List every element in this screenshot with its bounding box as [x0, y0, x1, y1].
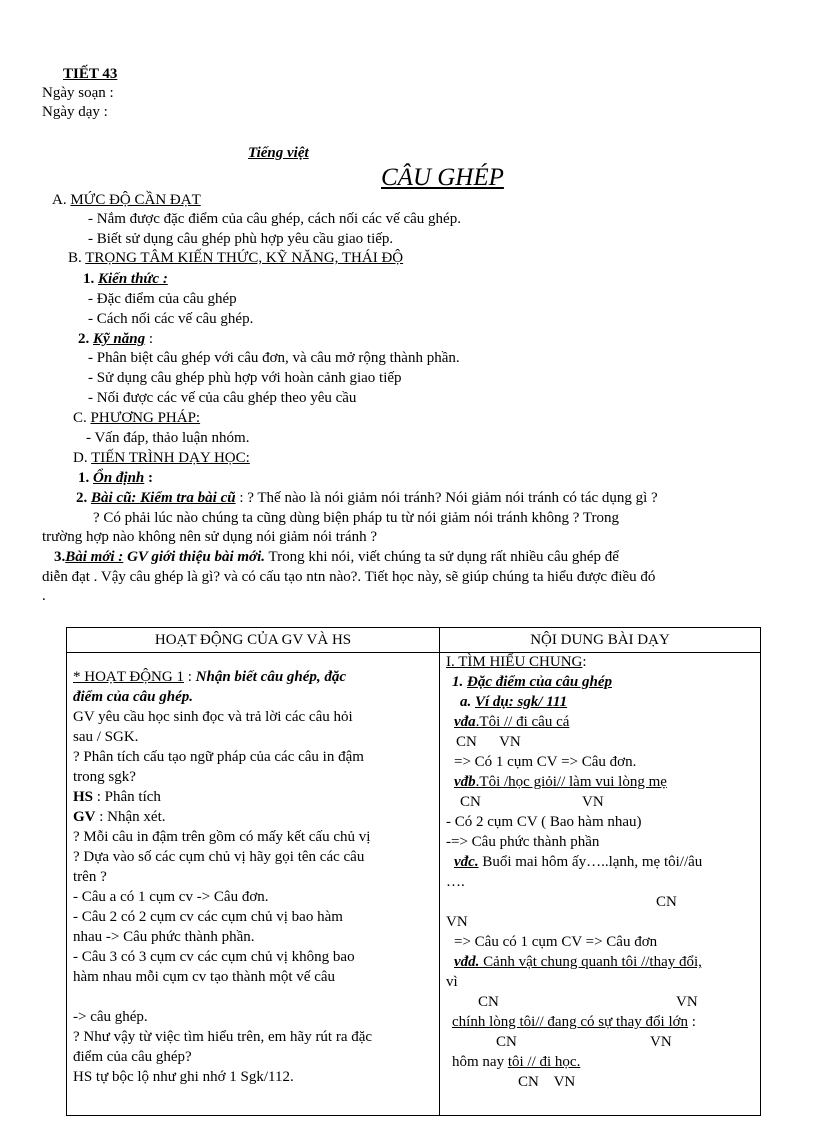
- section-a-heading: [52, 192, 201, 209]
- activity-line: trong sgk?: [73, 769, 136, 785]
- activity-line: -> câu ghép.: [73, 1009, 148, 1025]
- activity-line: [73, 807, 165, 827]
- activity-line: nhau -> Câu phức thành phần.: [73, 929, 255, 945]
- knowledge-label: Kiến thức :: [98, 271, 168, 287]
- lesson-table: [66, 627, 761, 1116]
- example-c-text: Buổi mai hôm ấy…..lạnh, mẹ tôi//âu: [478, 854, 703, 870]
- example-a-label: vđa: [454, 714, 476, 730]
- example-number: a.: [460, 694, 472, 710]
- section-b-label: B.: [68, 250, 82, 266]
- step-1-number: 1.: [78, 470, 90, 486]
- activity-line: - Câu 2 có 2 cụm cv các cụm chủ vị bao hàm: [73, 909, 343, 925]
- step-1-colon: :: [148, 470, 154, 486]
- section-c-heading: [73, 410, 200, 427]
- subject-label: Tiếng việt: [248, 145, 309, 161]
- hs-text: : Phân tích: [93, 789, 161, 805]
- activity-line: ? Dựa vào số các cụm chủ vị hãy gọi tên các câu: [73, 849, 365, 865]
- activity-line: điểm của câu ghép?: [73, 1049, 192, 1065]
- gv-text: : Nhận xét.: [95, 809, 166, 825]
- activity-line: hàm nhau mỗi cụm cv tạo thành một vế câu: [73, 969, 336, 985]
- example-d-end-text: tôi // đi học.: [507, 1054, 581, 1070]
- activity-title-cont: điểm của câu ghép.: [73, 689, 193, 705]
- step-3-line: .: [42, 588, 46, 604]
- content-cell: [440, 653, 761, 1116]
- section-d-title: TIẾN TRÌNH DẠY HỌC:: [91, 450, 250, 466]
- example-a-cnvn: CN VN: [456, 734, 521, 750]
- step-3-number: 3.: [54, 549, 66, 565]
- content-heading-colon: :: [582, 654, 587, 670]
- content-heading-text: I. TÌM HIỂU CHUNG: [446, 654, 583, 670]
- knowledge-number: 1.: [83, 271, 95, 287]
- example-d-label: vđd.: [454, 954, 480, 970]
- step-2-line: ? Có phải lúc nào chúng ta cũng dùng biện pháp tu từ nói giảm nói tránh không ? Trong: [93, 510, 619, 526]
- section-d-heading: [73, 450, 250, 467]
- activity-line: ? Như vậy từ việc tìm hiểu trên, em hãy rút ra đặc: [73, 1029, 373, 1045]
- step-3-text: Trong khi nói, viết chúng ta sử dụng rất nhiều câu ghép để: [265, 549, 619, 565]
- skills-label: Kỹ năng: [93, 331, 146, 347]
- activity-line: ? Phân tích cấu tạo ngữ pháp của các câu in đậm: [73, 749, 364, 765]
- step-2-text: : ? Thế nào là nói giảm nói tránh? Nói giảm nói tránh có tác dụng gì ?: [235, 490, 658, 506]
- section-b-title: TRỌNG TÂM KIẾN THỨC, KỸ NĂNG, THÁI ĐỘ: [85, 250, 404, 266]
- example-d-end-text: hôm nay: [452, 1054, 508, 1070]
- example-c-vn: VN: [446, 914, 468, 930]
- step-2-number: 2.: [76, 490, 88, 506]
- example-b-result: -=> Câu phức thành phần: [446, 834, 600, 850]
- example-d-cn: CN: [478, 994, 499, 1010]
- section-a-label: A.: [52, 192, 67, 208]
- step-3-intro: GV giới thiệu bài mới.: [123, 549, 265, 565]
- example-c-label: vđc.: [454, 854, 479, 870]
- example-text: Ví dụ: sgk/ 111: [475, 694, 568, 710]
- example-d-vi: vì: [446, 974, 458, 990]
- skills-item: - Phân biệt câu ghép với câu đơn, và câu mở rộng thành phần.: [88, 350, 460, 366]
- knowledge-item: - Đặc điểm của câu ghép: [88, 291, 237, 307]
- knowledge-heading: [83, 271, 168, 288]
- example-b-cn: CN: [460, 794, 481, 810]
- skills-heading: [78, 331, 153, 348]
- example-c-cn: CN: [656, 894, 677, 910]
- example-c-result: => Câu có 1 cụm CV => Câu đơn: [454, 934, 658, 950]
- section-d-label: D.: [73, 450, 88, 466]
- activity-title: [73, 667, 346, 687]
- example-d-cont: [452, 1012, 696, 1032]
- gv-label: GV: [73, 809, 96, 825]
- example-d-end: [452, 1052, 580, 1072]
- activity-line: - Câu a có 1 cụm cv -> Câu đơn.: [73, 889, 269, 905]
- example-d-text: //thay đổi,: [637, 954, 702, 970]
- activity-colon: :: [183, 669, 196, 685]
- step-1-label: Ổn định: [93, 470, 145, 486]
- section-b-heading: [68, 250, 403, 267]
- activity-line: trên ?: [73, 869, 107, 885]
- example-d-cont-text: đang có sự thay đổi lớn: [543, 1014, 689, 1030]
- content-subheading-text: Đặc điểm của câu ghép: [467, 674, 612, 690]
- activity-line: [73, 787, 161, 807]
- content-subheading: [452, 672, 612, 692]
- section-a-item: - Biết sử dụng câu ghép phù hợp yêu cầu giao tiếp.: [88, 231, 394, 247]
- example-a-result: => Có 1 cụm CV => Câu đơn.: [454, 754, 637, 770]
- section-a-title: MỨC ĐỘ CẦN ĐẠT: [70, 192, 201, 208]
- example-b-vn: VN: [582, 794, 604, 810]
- section-c-label: C.: [73, 410, 87, 426]
- hs-label: HS: [73, 789, 94, 805]
- step-2-label: Bài cũ: Kiểm tra bài cũ: [91, 490, 236, 506]
- section-c-item: - Vấn đáp, thảo luận nhóm.: [86, 430, 250, 446]
- example-d-vn: VN: [650, 1034, 672, 1050]
- example-a: [454, 712, 569, 732]
- page-title: CÂU GHÉP: [381, 164, 504, 191]
- example-d-cnvn: CN VN: [518, 1074, 576, 1090]
- step-3-line: diễn đạt . Vậy câu ghép là gì? và có cấu tạo ntn nào?. Tiết học này, sẽ giúp chúng ta hiểu được điều đó: [42, 569, 656, 585]
- activity-line: - Câu 3 có 3 cụm cv các cụm chủ vị không bao: [73, 949, 355, 965]
- example-c: [454, 852, 702, 872]
- example-b-label: vđb: [454, 774, 476, 790]
- skills-colon: :: [148, 331, 154, 347]
- example-heading: [460, 692, 567, 712]
- activities-cell: [67, 653, 440, 1116]
- example-b: [454, 772, 667, 792]
- step-3: [54, 549, 619, 566]
- example-d: [454, 952, 702, 972]
- example-b-text: .Tôi /học giỏi// làm vui lòng mẹ: [475, 774, 667, 790]
- activity-title-text: Nhận biết câu ghép, đặc: [195, 669, 347, 685]
- example-d-text: Cảnh vật chung quanh tôi: [479, 954, 638, 970]
- lesson-number: TIẾT 43: [63, 66, 118, 82]
- example-a-text: .Tôi // đi câu cá: [475, 714, 570, 730]
- activity-line: HS tự bộc lộ như ghi nhớ 1 Sgk/112.: [73, 1069, 294, 1085]
- activity-label: * HOẠT ĐỘNG 1: [73, 669, 184, 685]
- example-d-cn: CN: [496, 1034, 517, 1050]
- section-c-title: PHƯƠNG PHÁP:: [90, 410, 201, 426]
- example-b-result: - Có 2 cụm CV ( Bao hàm nhau): [446, 814, 642, 830]
- table-header-activities: HOẠT ĐỘNG CỦA GV VÀ HS: [67, 628, 440, 653]
- content-subheading-number: 1.: [452, 674, 464, 690]
- step-3-label: Bài mới :: [65, 549, 124, 565]
- skills-number: 2.: [78, 331, 90, 347]
- section-a-item: - Nắm được đặc điểm của câu ghép, cách nối các vế câu ghép.: [88, 211, 461, 227]
- table-header-content: NỘI DUNG BÀI DẠY: [440, 628, 761, 653]
- step-1: [78, 470, 153, 487]
- activity-line: GV yêu cầu học sinh đọc và trả lời các câu hỏi: [73, 709, 353, 725]
- skills-item: - Nối được các vế của câu ghép theo yêu cầu: [88, 390, 357, 406]
- activity-line: ? Mỗi câu in đậm trên gồm có mấy kết cấu chủ vị: [73, 829, 371, 845]
- example-c-dots: ….: [446, 874, 465, 890]
- step-2: [76, 490, 658, 507]
- knowledge-item: - Cách nối các vế câu ghép.: [88, 311, 254, 327]
- example-d-cont-colon: :: [688, 1014, 696, 1030]
- prep-date: Ngày soạn :: [42, 85, 114, 101]
- example-d-vn: VN: [676, 994, 698, 1010]
- skills-item: - Sử dụng câu ghép phù hợp với hoàn cảnh giao tiếp: [88, 370, 402, 386]
- content-heading: [446, 652, 587, 672]
- teach-date: Ngày dạy :: [42, 104, 108, 120]
- example-d-cont-text: chính lòng tôi//: [452, 1014, 544, 1030]
- activity-line: sau / SGK.: [73, 729, 139, 745]
- step-2-line: trường hợp nào không nên sử dụng nói giảm nói tránh ?: [42, 529, 377, 545]
